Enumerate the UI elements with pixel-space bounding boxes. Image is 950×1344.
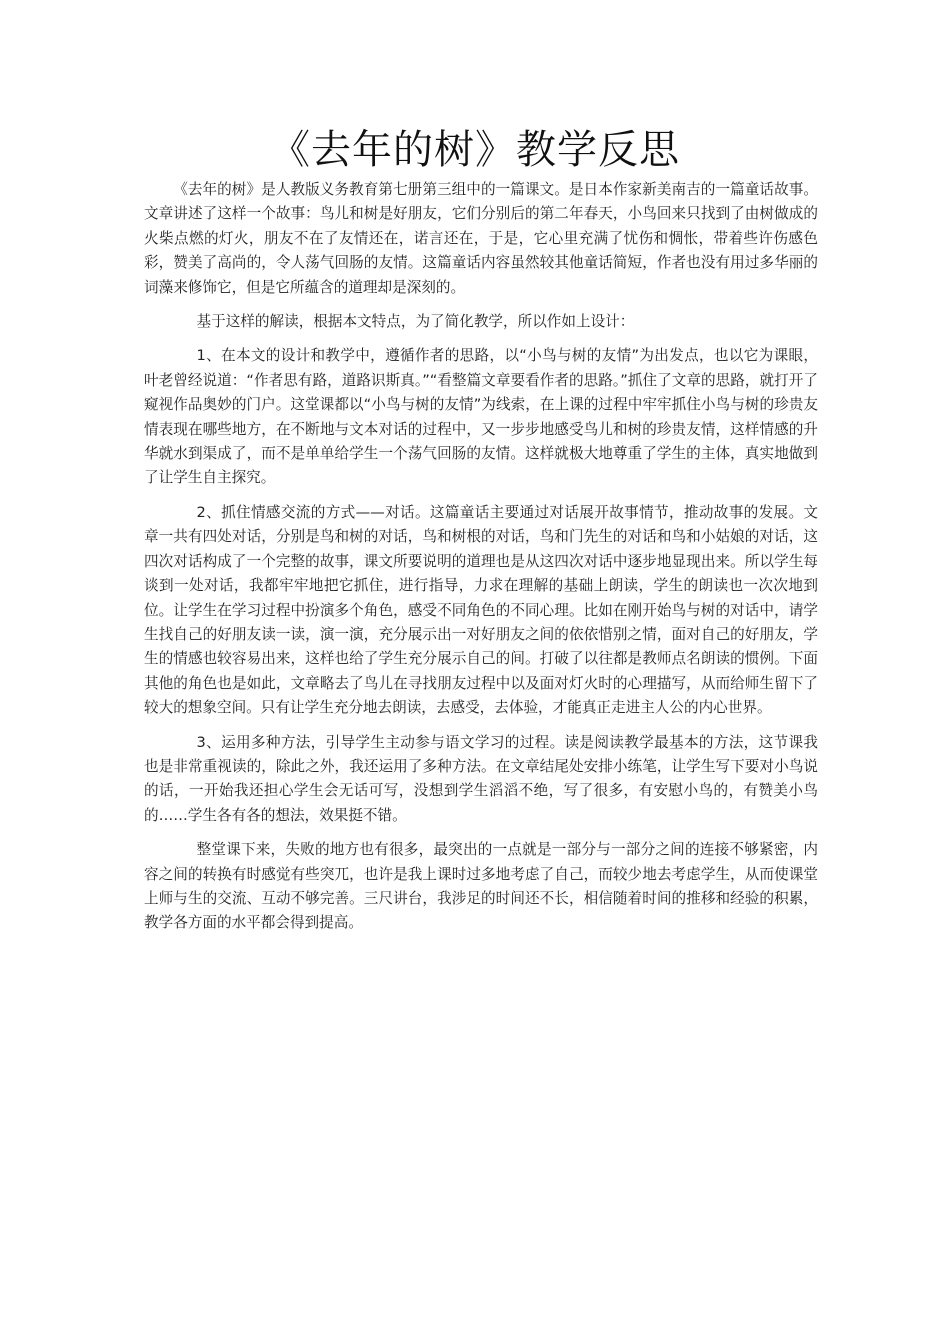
paragraph-intro: 《去年的树》是人教版义务教育第七册第三组中的一篇课文。是日本作家新美南吉的一篇童话故事。文章讲述了这样一个故事：鸟儿和树是好朋友，它们分别后的第二年春天，小鸟回来只找到了由树做成的火柴点燃的灯火，朋友不在了友情还在，诺言还在，于是，它心里充满了忧伤和惆怅，带着些许伤感色彩，赞美了高尚的，令人荡气回肠的友情。这篇童话内容虽然较其他童话简短，作者也没有用过多华丽的词藻来修饰它，但是它所蕴含的道理却是深刻的。: [144, 181, 818, 296]
paragraph-design-basis: 基于这样的解读，根据本文特点，为了简化教学，所以作如上设计：: [196, 313, 635, 331]
paragraph-point-2: 2、抓住情感交流的方式——对话。这篇童话主要通过对话展开故事情节，推动故事的发展。文章一共有四处对话，分别是鸟和树的对话，鸟和树根的对话，鸟和门先生的对话和鸟和小姑娘的对话，这四次对话构成了一个完整的故事，课文所要说明的道理也是从这四次对话中逐步地显现出来。所以学生每谈到一处对话，我都牢牢地把它抓住，进行指导，力求在理解的基础上朗读，学生的朗读也一次次地到位。让学生在学习过程中扮演多个角色，感受不同角色的不同心理。比如在刚开始鸟与树的对话中，请学生找自己的好朋友读一读，演一演，充分展示出一对好朋友之间的依依惜别之情，面对自己的好朋友，学生的情感也较容易出来，这样也给了学生充分展示自己的间。打破了以往都是教师点名朗读的惯例。下面其他的角色也是如此，文章略去了鸟儿在寻找朋友过程中以及面对灯火时的心理描写，从而给师生留下了较大的想象空间。只有让学生充分地去朗读，去感受，去体验，才能真正走进主人公的内心世界。: [144, 503, 818, 717]
document-title: 《去年的树》教学反思: [270, 127, 680, 173]
paragraph-conclusion: 整堂课下来，失败的地方也有很多，最突出的一点就是一部分与一部分之间的连接不够紧密，内容之间的转换有时感觉有些突兀，也许是我上课时过多地考虑了自己，而较少地去考虑学生，从而使课堂上师与生的交流、互动不够完善。三尺讲台，我涉足的时间还不长，相信随着时间的推移和经验的积累，教学各方面的水平都会得到提高。: [144, 841, 818, 932]
paragraph-point-1: 1、在本文的设计和教学中，遵循作者的思路，以“小鸟与树的友情”为出发点，也以它为课眼，叶老曾经说道：“作者思有路，道路识斯真。”“看整篇文章要看作者的思路。”抓住了文章的思路，就打开了窥视作品奥妙的门户。这堂课都以“小鸟与树的友情”为线索，在上课的过程中牢牢抓住小鸟与树的珍贵友情表现在哪些地方，在不断地与文本对话的过程中，又一步步地感受鸟儿和树的珍贵友情，这样情感的升华就水到渠成了，而不是单单给学生一个荡气回肠的友情。这样就极大地尊重了学生的主体，真实地做到了让学生自主探究。: [144, 347, 818, 487]
paragraph-point-3: 3、运用多种方法，引导学生主动参与语文学习的过程。读是阅读教学最基本的方法，这节课我也是非常重视读的，除此之外，我还运用了多种方法。在文章结尾处安排小练笔，让学生写下要对小鸟说的话，一开始我还担心学生会无话可写，没想到学生滔滔不绝，写了很多，有安慰小鸟的，有赞美小鸟的……学生各有各的想法，效果挺不错。: [144, 733, 818, 824]
document-body: [144, 178, 818, 946]
